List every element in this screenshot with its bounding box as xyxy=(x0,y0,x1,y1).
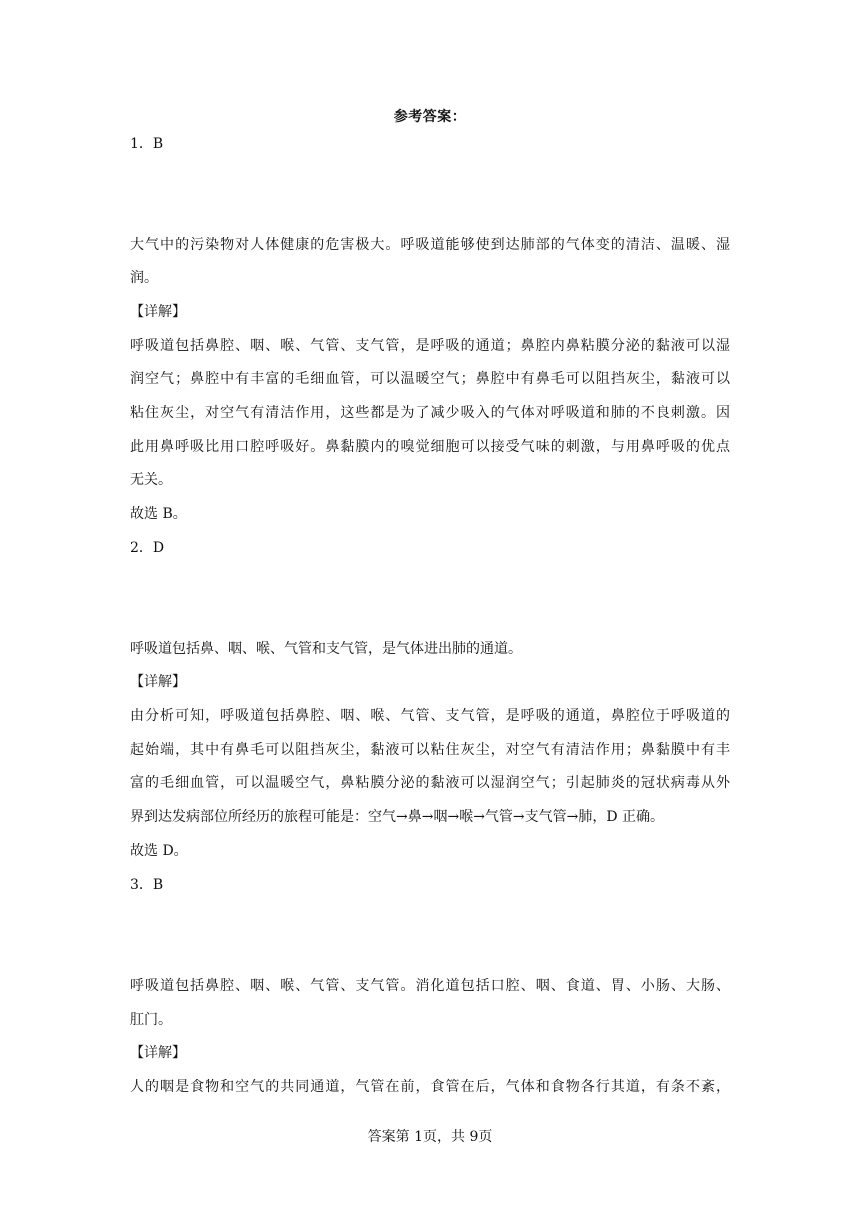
answer-1-detail-line: 无关。 xyxy=(130,472,172,488)
answer-1-conclusion: 故选 B。 xyxy=(130,506,187,522)
answer-2-detail-line: 起始端，其中有鼻毛可以阻挡灰尘，黏液可以粘住灰尘，对空气有清洁作用；鼻黏膜中有丰 xyxy=(130,742,730,758)
answer-3-analysis-line: 呼吸道包括鼻腔、咽、喉、气管、支气管。消化道包括口腔、咽、食道、胃、小肠、大肠、 xyxy=(130,978,730,994)
answer-1-detail-line: 此用鼻呼吸比用口腔呼吸好。鼻黏膜内的嗅觉细胞可以接受气味的刺激，与用鼻呼吸的优点 xyxy=(130,439,730,455)
answer-1-detail-line: 润空气；鼻腔中有丰富的毛细血管，可以温暖空气；鼻腔中有鼻毛可以阻挡灰尘，黏液可以 xyxy=(130,371,730,387)
answer-1-detail-line: 呼吸道包括鼻腔、咽、喉、气管、支气管，是呼吸的通道；鼻腔内鼻粘膜分泌的黏液可以湿 xyxy=(130,338,730,354)
answer-2-detail-line: 界到达发病部位所经历的旅程可能是：空气→鼻→咽→喉→气管→支气管→肺，D 正确。 xyxy=(130,809,665,825)
answer-2-number: 2．D xyxy=(130,540,165,556)
answer-1-analysis-line: 大气中的污染物对人体健康的危害极大。呼吸道能够使到达肺部的气体变的清洁、温暖、湿 xyxy=(130,237,730,253)
answer-1-analysis-line: 润。 xyxy=(130,270,158,286)
answer-2-detail-line: 由分析可知，呼吸道包括鼻腔、咽、喉、气管、支气管，是呼吸的通道，鼻腔位于呼吸道的 xyxy=(130,708,730,724)
answer-3-detail-label: 【详解】 xyxy=(130,1045,186,1061)
page-title: 参考答案： xyxy=(393,109,467,125)
answer-1-detail-label: 【详解】 xyxy=(130,304,186,320)
answer-2-detail-line: 富的毛细血管，可以温暖空气，鼻粘膜分泌的黏液可以湿润空气；引起肺炎的冠状病毒从外 xyxy=(130,775,730,791)
answer-1-detail-line: 粘住灰尘，对空气有清洁作用，这些都是为了减少吸入的气体对呼吸道和肺的不良刺激。因 xyxy=(130,405,730,421)
answer-3-analysis-line: 肛门。 xyxy=(130,1012,172,1028)
answer-1-number: 1．B xyxy=(130,136,164,152)
answer-3-detail-line: 人的咽是食物和空气的共同通道，气管在前，食管在后，气体和食物各行其道，有条不紊， xyxy=(130,1079,730,1095)
answer-2-detail-label: 【详解】 xyxy=(130,674,186,690)
page-footer: 答案第 1页，共 9页 xyxy=(367,1129,493,1145)
answer-3-number: 3．B xyxy=(130,877,164,893)
answer-2-analysis-line: 呼吸道包括鼻、咽、喉、气管和支气管，是气体进出肺的通道。 xyxy=(130,641,522,657)
answer-2-conclusion: 故选 D。 xyxy=(130,843,188,859)
